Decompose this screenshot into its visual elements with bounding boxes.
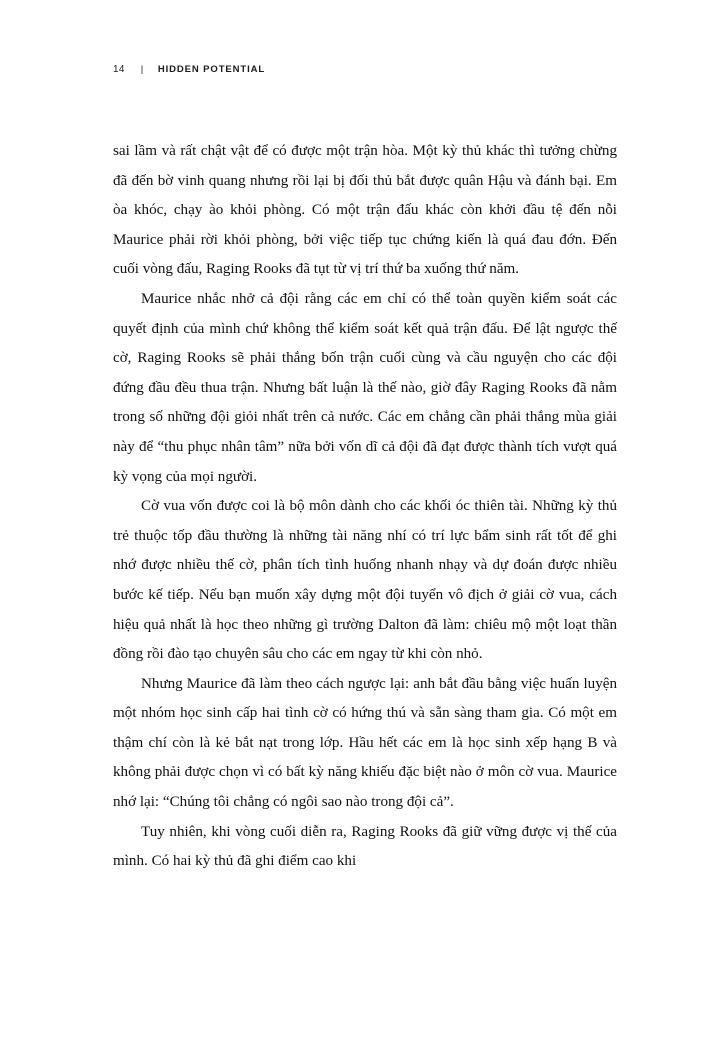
- paragraph: Nhưng Maurice đã làm theo cách ngược lại: anh bắt đầu bằng việc huấn luyện một nhóm học sinh cấp hai tình cờ có hứng thú và sẵn sàng tham gia. Có một em thậm chí còn là kẻ bắt nạt trong lớp. Hầu hết các em là học sinh xếp hạng B và không phải được chọn vì có bất kỳ năng khiếu đặc biệt nào ở môn cờ vua. Maurice nhớ lại: “Chúng tôi chẳng có ngôi sao nào trong đội cả”.: [113, 675, 617, 811]
- running-head: [113, 64, 265, 75]
- page-number: 14: [113, 64, 125, 75]
- book-title: HIDDEN POTENTIAL: [157, 64, 266, 75]
- body-text-block: [113, 137, 617, 877]
- paragraph: Tuy nhiên, khi vòng cuối diễn ra, Raging Rooks đã giữ vững được vị thế của mình. Có hai kỳ thủ đã ghi điểm cao khi: [113, 823, 617, 870]
- running-head-separator: |: [140, 64, 144, 75]
- paragraph: Maurice nhắc nhở cả đội rằng các em chỉ có thể toàn quyền kiểm soát các quyết định của mình chứ không thể kiểm soát kết quả trận đấu. Để lật ngược thế cờ, Raging Rooks sẽ phải thắng bốn trận cuối cùng và cầu nguyện cho các đội đứng đầu đều thua trận. Nhưng bất luận là thế nào, giờ đây Raging Rooks đã nằm trong số những đội giỏi nhất trên cả nước. Các em chẳng cần phải thắng mùa giải này để “thu phục nhân tâm” nữa bởi vốn dĩ cả đội đã đạt được thành tích vượt quá kỳ vọng của mọi người.: [113, 290, 617, 485]
- paragraph: Cờ vua vốn được coi là bộ môn dành cho các khối óc thiên tài. Những kỳ thủ trẻ thuộc tốp đầu thường là những tài năng nhí có trí lực bẩm sinh rất tốt để ghi nhớ được nhiều thế cờ, phân tích tình huống nhanh nhạy và dự đoán được nhiều bước kế tiếp. Nếu bạn muốn xây dựng một đội tuyển vô địch ở giải cờ vua, cách hiệu quả nhất là học theo những gì trường Dalton đã làm: chiêu mộ một loạt thần đồng rồi đào tạo chuyên sâu cho các em ngay từ khi còn nhỏ.: [113, 498, 617, 663]
- paragraph: sai lầm và rất chật vật để có được một trận hòa. Một kỳ thủ khác thì tưởng chừng đã đến bờ vinh quang nhưng rồi lại bị đối thủ bắt được quân Hậu và đánh bại. Em òa khóc, chạy ào khỏi phòng. Có một trận đấu khác còn khởi đầu tệ đến nỗi Maurice phải rời khỏi phòng, bởi việc tiếp tục chứng kiến là quá đau đớn. Đến cuối vòng đấu, Raging Rooks đã tụt từ vị trí thứ ba xuống thứ năm.: [113, 143, 617, 278]
